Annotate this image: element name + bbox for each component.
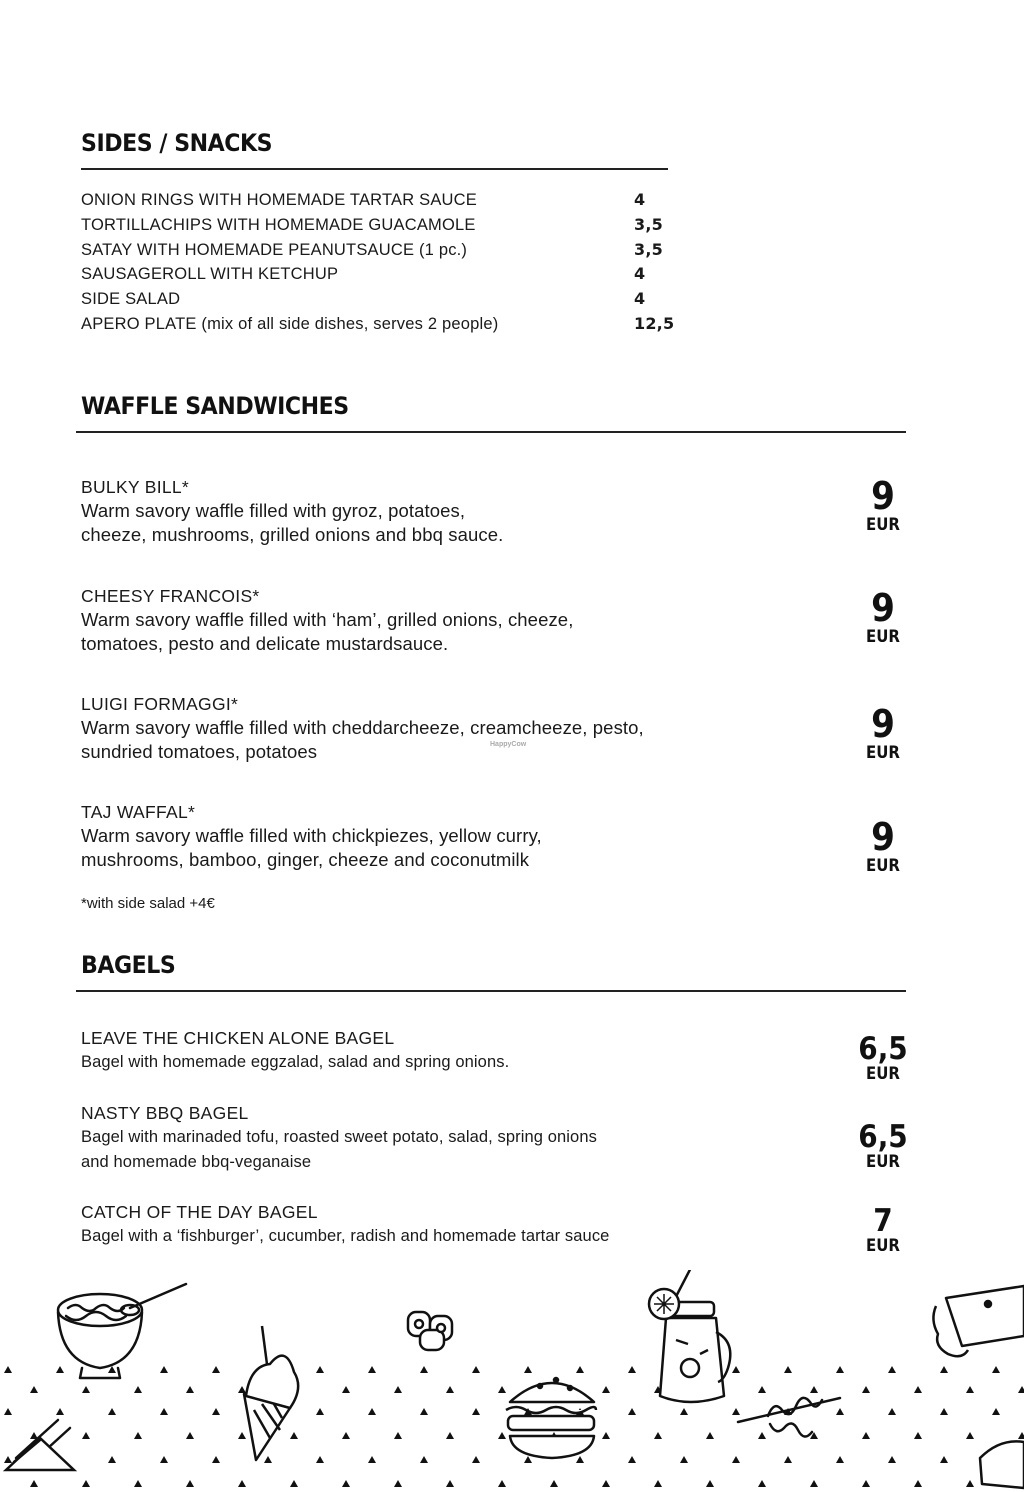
triangle-dot xyxy=(836,1366,844,1373)
price-badge xyxy=(838,815,928,876)
waffle-sandwiches-title: WAFFLE SANDWICHES xyxy=(81,392,349,420)
price-value: 6,5 xyxy=(858,1031,908,1067)
triangle-dot xyxy=(524,1456,532,1463)
menu-item-bulky-bill xyxy=(81,475,841,547)
triangle-dot xyxy=(238,1480,246,1487)
triangle-dot xyxy=(810,1386,818,1393)
triangle-dot xyxy=(238,1432,246,1439)
triangle-dot xyxy=(836,1456,844,1463)
triangle-dot xyxy=(524,1366,532,1373)
triangle-dot xyxy=(888,1456,896,1463)
triangle-dot xyxy=(654,1432,662,1439)
triangle-dot xyxy=(836,1408,844,1415)
triangle-dot xyxy=(342,1432,350,1439)
item-name: LUIGI FORMAGGI* xyxy=(81,694,239,714)
item-description: and homemade bbq-veganaise xyxy=(81,1153,312,1171)
triangle-dot xyxy=(56,1366,64,1373)
triangle-dot xyxy=(940,1408,948,1415)
noodle-bowl-icon xyxy=(58,1284,186,1378)
menu-item-luigi-formaggi xyxy=(81,692,841,764)
triangle-dot xyxy=(160,1366,168,1373)
item-name: APERO PLATE (mix of all side dishes, serves 2 people) xyxy=(81,314,499,333)
triangle-dot xyxy=(186,1386,194,1393)
item-price: 3,5 xyxy=(634,239,663,259)
triangle-dot xyxy=(1018,1386,1024,1393)
triangle-dot xyxy=(576,1456,584,1463)
list-item xyxy=(81,287,681,312)
list-item xyxy=(81,238,681,263)
menu-item-leave-the-chicken-alone-bagel xyxy=(81,1026,841,1075)
price-badge xyxy=(838,1031,928,1084)
triangle-dot xyxy=(888,1366,896,1373)
triangle-dot xyxy=(394,1386,402,1393)
triangle-dot xyxy=(108,1408,116,1415)
triangle-dot xyxy=(420,1366,428,1373)
sides-divider xyxy=(81,168,668,170)
item-description: Bagel with homemade eggzalad, salad and spring onions. xyxy=(81,1053,510,1071)
triangle-dot xyxy=(394,1432,402,1439)
price-currency: EUR xyxy=(866,856,900,876)
price-badge xyxy=(838,1119,928,1172)
triangle-dot xyxy=(368,1456,376,1463)
menu-item-taj-waffal xyxy=(81,800,841,872)
triangle-dot xyxy=(966,1432,974,1439)
price-badge xyxy=(838,474,928,535)
item-name: CATCH OF THE DAY BAGEL xyxy=(81,1202,318,1222)
triangle-dot xyxy=(940,1366,948,1373)
triangle-dot xyxy=(368,1408,376,1415)
chopsticks-icon xyxy=(6,1420,74,1470)
item-name: BULKY BILL* xyxy=(81,477,190,497)
triangle-dot xyxy=(602,1432,610,1439)
list-item xyxy=(81,188,681,213)
triangle-dot xyxy=(576,1366,584,1373)
price-badge xyxy=(838,702,928,763)
item-description: Warm savory waffle filled with chickpiezes, yellow curry, xyxy=(81,825,542,846)
triangle-dot xyxy=(758,1432,766,1439)
triangle-dot xyxy=(498,1480,506,1487)
skewer-icon xyxy=(738,1398,840,1437)
triangle-dot xyxy=(628,1456,636,1463)
triangle-dot xyxy=(472,1366,480,1373)
item-price: 4 xyxy=(634,264,646,284)
price-currency: EUR xyxy=(866,743,900,763)
food-illustrations-footer xyxy=(0,1270,1024,1492)
list-item xyxy=(81,262,681,287)
triangle-dot xyxy=(212,1456,220,1463)
item-name: NASTY BBQ BAGEL xyxy=(81,1103,249,1123)
triangle-dot xyxy=(446,1432,454,1439)
triangle-dot xyxy=(628,1408,636,1415)
item-description: Bagel with a ‘fishburger’, cucumber, radish and homemade tartar sauce xyxy=(81,1227,610,1245)
sides-snacks-title: SIDES / SNACKS xyxy=(81,129,273,157)
triangle-dot xyxy=(30,1386,38,1393)
item-name: TORTILLACHIPS WITH HOMEMADE GUACAMOLE xyxy=(81,215,476,234)
item-name: CHEESY FRANCOIS* xyxy=(81,586,260,606)
triangle-dot xyxy=(134,1480,142,1487)
triangle-dot xyxy=(914,1386,922,1393)
triangle-dot xyxy=(758,1386,766,1393)
ice-cream-cone-icon xyxy=(244,1326,298,1460)
triangle-dot xyxy=(186,1480,194,1487)
item-price: 4 xyxy=(634,190,646,209)
item-name: LEAVE THE CHICKEN ALONE BAGEL xyxy=(81,1028,395,1048)
triangle-dot xyxy=(1018,1432,1024,1439)
item-name: SAUSAGEROLL WITH KETCHUP xyxy=(81,265,339,284)
triangle-dot xyxy=(82,1480,90,1487)
happycow-watermark: HappyCow xyxy=(490,741,527,748)
item-description: mushrooms, bamboo, ginger, cheeze and coconutmilk xyxy=(81,849,530,870)
price-value: 6,5 xyxy=(858,1119,908,1155)
triangle-dot xyxy=(212,1408,220,1415)
triangle-dot xyxy=(784,1456,792,1463)
triangle-dot xyxy=(82,1432,90,1439)
triangle-dot xyxy=(316,1408,324,1415)
item-description: sundried tomatoes, potatoes xyxy=(81,741,318,762)
triangle-dot xyxy=(680,1456,688,1463)
item-description: Warm savory waffle filled with ‘ham’, grilled onions, cheeze, xyxy=(81,609,574,630)
triangle-dot xyxy=(108,1456,116,1463)
triangle-dot xyxy=(706,1480,714,1487)
triangle-dot xyxy=(342,1480,350,1487)
waffles-divider xyxy=(76,431,906,433)
bagels-title: BAGELS xyxy=(81,951,176,979)
price-currency: EUR xyxy=(866,627,900,647)
triangle-dot xyxy=(732,1456,740,1463)
triangle-dot xyxy=(914,1432,922,1439)
price-badge xyxy=(838,586,928,647)
triangle-dot xyxy=(316,1456,324,1463)
item-description: tomatoes, pesto and delicate mustardsauce. xyxy=(81,633,449,654)
triangle-dot xyxy=(862,1386,870,1393)
item-name: SATAY WITH HOMEMADE PEANUTSAUCE (1 pc.) xyxy=(81,240,468,259)
triangle-dot xyxy=(160,1456,168,1463)
triangle-dot xyxy=(264,1456,272,1463)
triangle-dot xyxy=(394,1480,402,1487)
sushi-icon xyxy=(408,1312,452,1350)
triangle-dot xyxy=(758,1480,766,1487)
triangle-dot xyxy=(498,1432,506,1439)
triangle-dot xyxy=(784,1366,792,1373)
price-value: 9 xyxy=(871,474,895,518)
price-currency: EUR xyxy=(866,1152,900,1172)
side-salad-footnote: *with side salad +4€ xyxy=(81,895,215,912)
price-currency: EUR xyxy=(866,1064,900,1084)
triangle-dot xyxy=(914,1480,922,1487)
triangle-dot xyxy=(654,1480,662,1487)
list-item xyxy=(81,213,681,238)
triangle-dot xyxy=(550,1480,558,1487)
triangle-dot xyxy=(30,1480,38,1487)
triangle-dot xyxy=(992,1366,1000,1373)
triangle-dot xyxy=(498,1386,506,1393)
bagels-divider xyxy=(76,990,906,992)
triangle-dot xyxy=(290,1480,298,1487)
triangle-dot xyxy=(732,1366,740,1373)
list-item xyxy=(81,312,681,337)
menu-item-catch-of-the-day-bagel xyxy=(81,1200,841,1249)
triangle-dot xyxy=(342,1386,350,1393)
triangle-dot xyxy=(446,1480,454,1487)
triangle-dot xyxy=(810,1480,818,1487)
item-name: TAJ WAFFAL* xyxy=(81,802,196,822)
triangle-dot xyxy=(602,1480,610,1487)
item-name: SIDE SALAD xyxy=(81,290,181,309)
triangle-dot xyxy=(862,1432,870,1439)
price-currency: EUR xyxy=(866,1236,900,1256)
triangle-dot xyxy=(4,1456,12,1463)
item-description: cheeze, mushrooms, grilled onions and bbq sauce. xyxy=(81,524,504,545)
price-value: 9 xyxy=(871,586,895,630)
triangle-dot xyxy=(602,1386,610,1393)
triangle-dot xyxy=(238,1386,246,1393)
triangle-dot xyxy=(290,1432,298,1439)
item-description: Bagel with marinaded tofu, roasted sweet potato, salad, spring onions xyxy=(81,1128,597,1146)
item-price: 12,5 xyxy=(634,313,675,333)
triangle-dot xyxy=(212,1366,220,1373)
item-price: 3,5 xyxy=(634,214,663,234)
triangle-dot xyxy=(420,1408,428,1415)
triangle-dot xyxy=(186,1432,194,1439)
triangle-dot xyxy=(4,1408,12,1415)
triangle-dot xyxy=(160,1408,168,1415)
menu-item-cheesy-francois xyxy=(81,584,841,656)
triangle-dot xyxy=(706,1432,714,1439)
item-description: Warm savory waffle filled with cheddarcheeze, creamcheeze, pesto, xyxy=(81,717,644,738)
price-value: 9 xyxy=(871,815,895,859)
price-badge xyxy=(838,1203,928,1256)
price-value: 7 xyxy=(873,1203,893,1239)
triangle-dot xyxy=(134,1432,142,1439)
burger-icon xyxy=(506,1378,596,1458)
triangle-dot xyxy=(862,1480,870,1487)
triangle-dot xyxy=(966,1480,974,1487)
item-name: ONION RINGS WITH HOMEMADE TARTAR SAUCE xyxy=(81,191,477,209)
triangle-dot xyxy=(368,1366,376,1373)
triangle-dot xyxy=(472,1456,480,1463)
price-value: 9 xyxy=(871,702,895,746)
wrap-icon xyxy=(933,1286,1024,1488)
triangle-dot xyxy=(82,1386,90,1393)
lemonade-jar-icon xyxy=(649,1270,730,1402)
triangle-dot xyxy=(56,1408,64,1415)
triangle-dot xyxy=(446,1386,454,1393)
triangle-dot xyxy=(888,1408,896,1415)
triangle-dot xyxy=(420,1456,428,1463)
sides-list xyxy=(81,188,681,337)
triangle-dot xyxy=(992,1408,1000,1415)
triangle-dot xyxy=(628,1366,636,1373)
menu-item-nasty-bbq-bagel xyxy=(81,1101,841,1175)
triangle-dot xyxy=(472,1408,480,1415)
item-description: Warm savory waffle filled with gyroz, potatoes, xyxy=(81,500,466,521)
triangle-dot xyxy=(966,1386,974,1393)
item-price: 4 xyxy=(634,289,646,309)
triangle-dot xyxy=(316,1366,324,1373)
price-currency: EUR xyxy=(866,515,900,535)
triangle-dot xyxy=(732,1408,740,1415)
triangle-dot xyxy=(680,1408,688,1415)
triangle-dot xyxy=(4,1366,12,1373)
triangle-dot xyxy=(134,1386,142,1393)
triangle-dot xyxy=(940,1456,948,1463)
